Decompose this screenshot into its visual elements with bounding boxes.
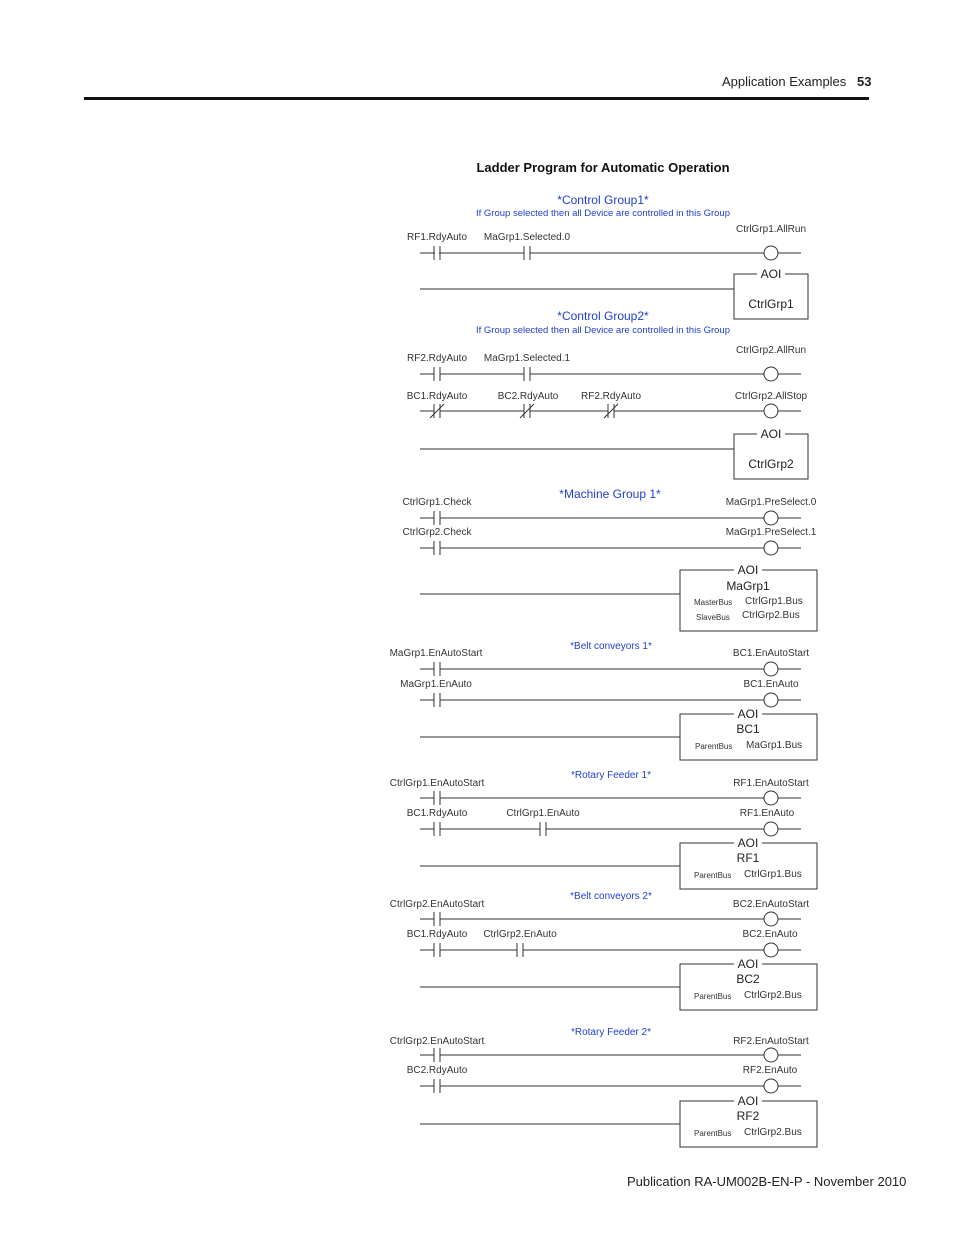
- aoi-block: [680, 707, 817, 760]
- coil-label: BC1.EnAuto: [743, 679, 799, 690]
- section-title-rotary-feeder2: *Rotary Feeder 2*: [570, 1027, 652, 1038]
- aoi-param-label: MasterBus: [694, 598, 733, 607]
- contact-label: CtrlGrp2.EnAuto: [483, 929, 557, 940]
- coil-label: CtrlGrp2.AllRun: [735, 345, 807, 356]
- coil-label: MaGrp1.PreSelect.0: [725, 497, 817, 508]
- contact-label: CtrlGrp2.Check: [402, 527, 472, 538]
- contact-no: [434, 367, 440, 381]
- contact-label: MaGrp1.EnAuto: [400, 679, 472, 690]
- aoi-param-label: ParentBus: [694, 1129, 732, 1138]
- aoi-param-value: MaGrp1.Bus: [746, 740, 803, 751]
- contact-label: RF1.RdyAuto: [406, 232, 468, 243]
- contact-no: [434, 822, 440, 836]
- aoi-param-label: SlaveBus: [696, 613, 730, 622]
- coil: [764, 693, 778, 707]
- aoi-block: [680, 957, 817, 1010]
- aoi-name: CtrlGrp2: [748, 457, 794, 471]
- section-title-rotary-feeder1: *Rotary Feeder 1*: [570, 770, 652, 781]
- coil: [764, 1048, 778, 1062]
- section-title-machine-group1: *Machine Group 1*: [559, 487, 661, 501]
- contact-label: BC1.RdyAuto: [406, 391, 468, 402]
- aoi-tag: AOI: [737, 836, 759, 850]
- aoi-block: [734, 267, 808, 319]
- contact-label: CtrlGrp2.EnAutoStart: [389, 1036, 485, 1047]
- section-title-belt-conveyors1: *Belt conveyors 1*: [570, 641, 652, 652]
- contact-no: [434, 1079, 440, 1093]
- contact-label: MaGrp1.Selected.0: [483, 232, 571, 243]
- contact-no: [524, 367, 530, 381]
- aoi-block: [680, 1094, 817, 1147]
- coil: [764, 541, 778, 555]
- section-title-control-group1: *Control Group1*: [557, 193, 649, 207]
- contact-no: [540, 822, 546, 836]
- coil-label: CtrlGrp1.AllRun: [735, 224, 807, 235]
- contact-no: [434, 912, 440, 926]
- contact-label: BC2.RdyAuto: [406, 1065, 468, 1076]
- page-number: 53: [857, 74, 872, 89]
- aoi-param-value: CtrlGrp2.Bus: [744, 1127, 802, 1138]
- aoi-param-value: CtrlGrp2.Bus: [742, 610, 800, 621]
- coil: [764, 1079, 778, 1093]
- coil-label: BC1.EnAutoStart: [732, 648, 810, 659]
- contact-no: [434, 662, 440, 676]
- coil: [764, 511, 778, 525]
- coil: [764, 791, 778, 805]
- aoi-tag: AOI: [760, 427, 782, 441]
- coil: [764, 404, 778, 418]
- aoi-tag: AOI: [737, 563, 759, 577]
- coil-label: MaGrp1.PreSelect.1: [725, 527, 817, 538]
- aoi-name: BC2: [736, 972, 760, 986]
- coil-label: BC2.EnAuto: [742, 929, 798, 940]
- section-subtitle-control-group1: If Group selected then all Device are controlled in this Group: [476, 208, 730, 219]
- aoi-tag: AOI: [737, 707, 759, 721]
- diagram-title: Ladder Program for Automatic Operation: [476, 160, 730, 175]
- contact-no: [434, 943, 440, 957]
- coil-label: RF1.EnAutoStart: [733, 778, 809, 789]
- contact-label: MaGrp1.Selected.1: [483, 353, 571, 364]
- aoi-name: RF2: [736, 1109, 760, 1123]
- aoi-name: CtrlGrp1: [748, 297, 794, 311]
- contact-label: CtrlGrp1.EnAutoStart: [389, 778, 485, 789]
- coil: [764, 662, 778, 676]
- contact-label: RF2.RdyAuto: [406, 353, 468, 364]
- aoi-tag: AOI: [760, 267, 782, 281]
- coil-label: RF1.EnAuto: [739, 808, 795, 819]
- footer-publication: Publication RA-UM002B-EN-P - November 2010: [627, 1174, 907, 1189]
- coil: [764, 912, 778, 926]
- coil-label: CtrlGrp2.AllStop: [734, 391, 808, 402]
- coil-label: RF2.EnAutoStart: [733, 1036, 809, 1047]
- aoi-block: [680, 836, 817, 889]
- aoi-block: [680, 563, 817, 631]
- contact-no: [524, 246, 530, 260]
- coil: [764, 822, 778, 836]
- contact-no: [434, 693, 440, 707]
- contact-no: [434, 1048, 440, 1062]
- contact-label: BC2.RdyAuto: [497, 391, 559, 402]
- aoi-param-label: ParentBus: [694, 871, 732, 880]
- contact-label: BC1.RdyAuto: [406, 929, 468, 940]
- contact-no: [434, 541, 440, 555]
- contact-label: RF2.RdyAuto: [580, 391, 642, 402]
- coil-label: RF2.EnAuto: [742, 1065, 798, 1076]
- coil: [764, 246, 778, 260]
- aoi-param-label: ParentBus: [694, 992, 732, 1001]
- contact-label: CtrlGrp1.Check: [402, 497, 472, 508]
- contact-no: [434, 511, 440, 525]
- contact-label: CtrlGrp2.EnAutoStart: [389, 899, 485, 910]
- section-title-control-group2: *Control Group2*: [557, 309, 649, 323]
- coil: [764, 367, 778, 381]
- aoi-param-label: ParentBus: [695, 742, 733, 751]
- aoi-tag: AOI: [737, 957, 759, 971]
- aoi-name: BC1: [736, 722, 760, 736]
- contact-no: [434, 791, 440, 805]
- header-title: Application Examples: [722, 74, 847, 89]
- coil-label: BC2.EnAutoStart: [732, 899, 810, 910]
- contact-label: CtrlGrp1.EnAuto: [506, 808, 580, 819]
- aoi-name: RF1: [736, 851, 760, 865]
- aoi-name: MaGrp1: [726, 579, 770, 593]
- section-subtitle-control-group2: If Group selected then all Device are controlled in this Group: [476, 325, 730, 336]
- aoi-block: [734, 427, 808, 479]
- contact-label: BC1.RdyAuto: [406, 808, 468, 819]
- aoi-param-value: CtrlGrp2.Bus: [744, 990, 802, 1001]
- aoi-param-value: CtrlGrp1.Bus: [744, 869, 802, 880]
- contact-label: MaGrp1.EnAutoStart: [389, 648, 483, 659]
- aoi-tag: AOI: [737, 1094, 759, 1108]
- contact-no: [517, 943, 523, 957]
- aoi-param-value: CtrlGrp1.Bus: [745, 596, 803, 607]
- coil: [764, 943, 778, 957]
- section-title-belt-conveyors2: *Belt conveyors 2*: [570, 891, 652, 902]
